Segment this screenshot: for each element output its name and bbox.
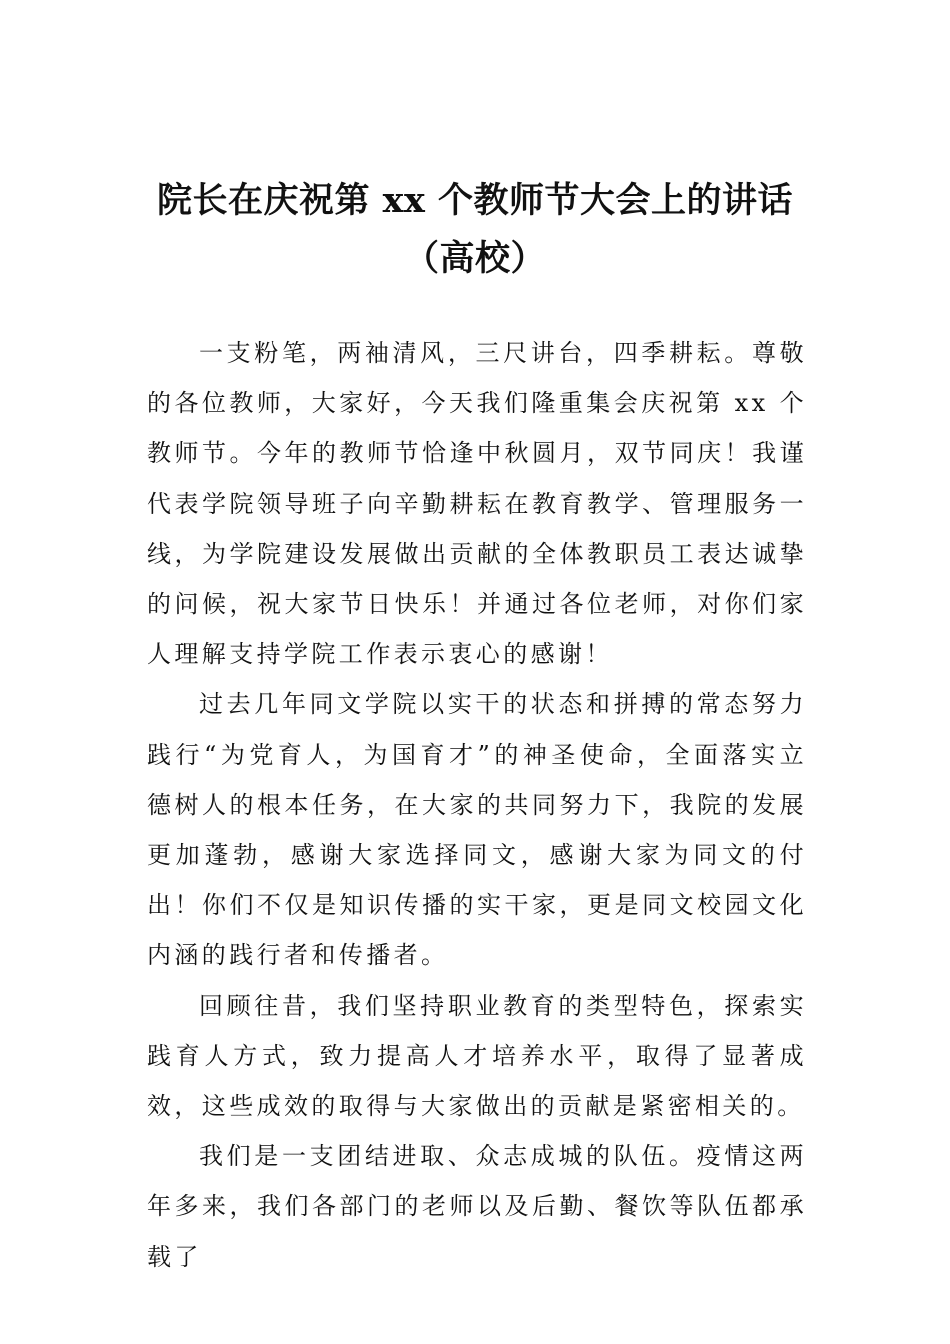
document-title	[120, 172, 830, 288]
title-line-subtitle: （高校）	[403, 238, 546, 279]
paragraph-opening: 一支粉笔，两袖清风，三尺讲台，四季耕耘。尊敬的各位教师，大家好，今天我们隆重集会庆祝第 xx 个教师节。今年的教师节恰逢中秋圆月，双节同庆！我谨代表学院领导班子向辛勤耕耘在教育教学、管理服务一线，为学院建设发展做出贡献的全体教职员工表达诚挚的问候，祝大家节日快乐！并通过各位老师，对你们家人理解支持学院工作表示衷心的感谢！	[147, 339, 807, 669]
paragraph-team: 我们是一支团结进取、众志成城的队伍。疫情这两年多来，我们各部门的老师以及后勤、餐饮等队伍都承载了	[147, 1142, 807, 1271]
paragraph-review: 回顾往昔，我们坚持职业教育的类型特色，探索实践育人方式，致力提高人才培养水平，取得了显著成效，这些成效的取得与大家做出的贡献是紧密相关的。	[147, 991, 807, 1121]
document-body	[147, 328, 807, 1282]
title-line-main: 院长在庆祝第 xx 个教师节大会上的讲话	[156, 180, 794, 221]
paragraph-past-years: 过去几年同文学院以实干的状态和拼搏的常态努力践行“为党育人，为国育才”的神圣使命，全面落实立德树人的根本任务，在大家的共同努力下，我院的发展更加蓬勃，感谢大家选择同文，感谢大家为同文的付出！你们不仅是知识传播的实干家，更是同文校园文化内涵的践行者和传播者。	[147, 690, 807, 970]
